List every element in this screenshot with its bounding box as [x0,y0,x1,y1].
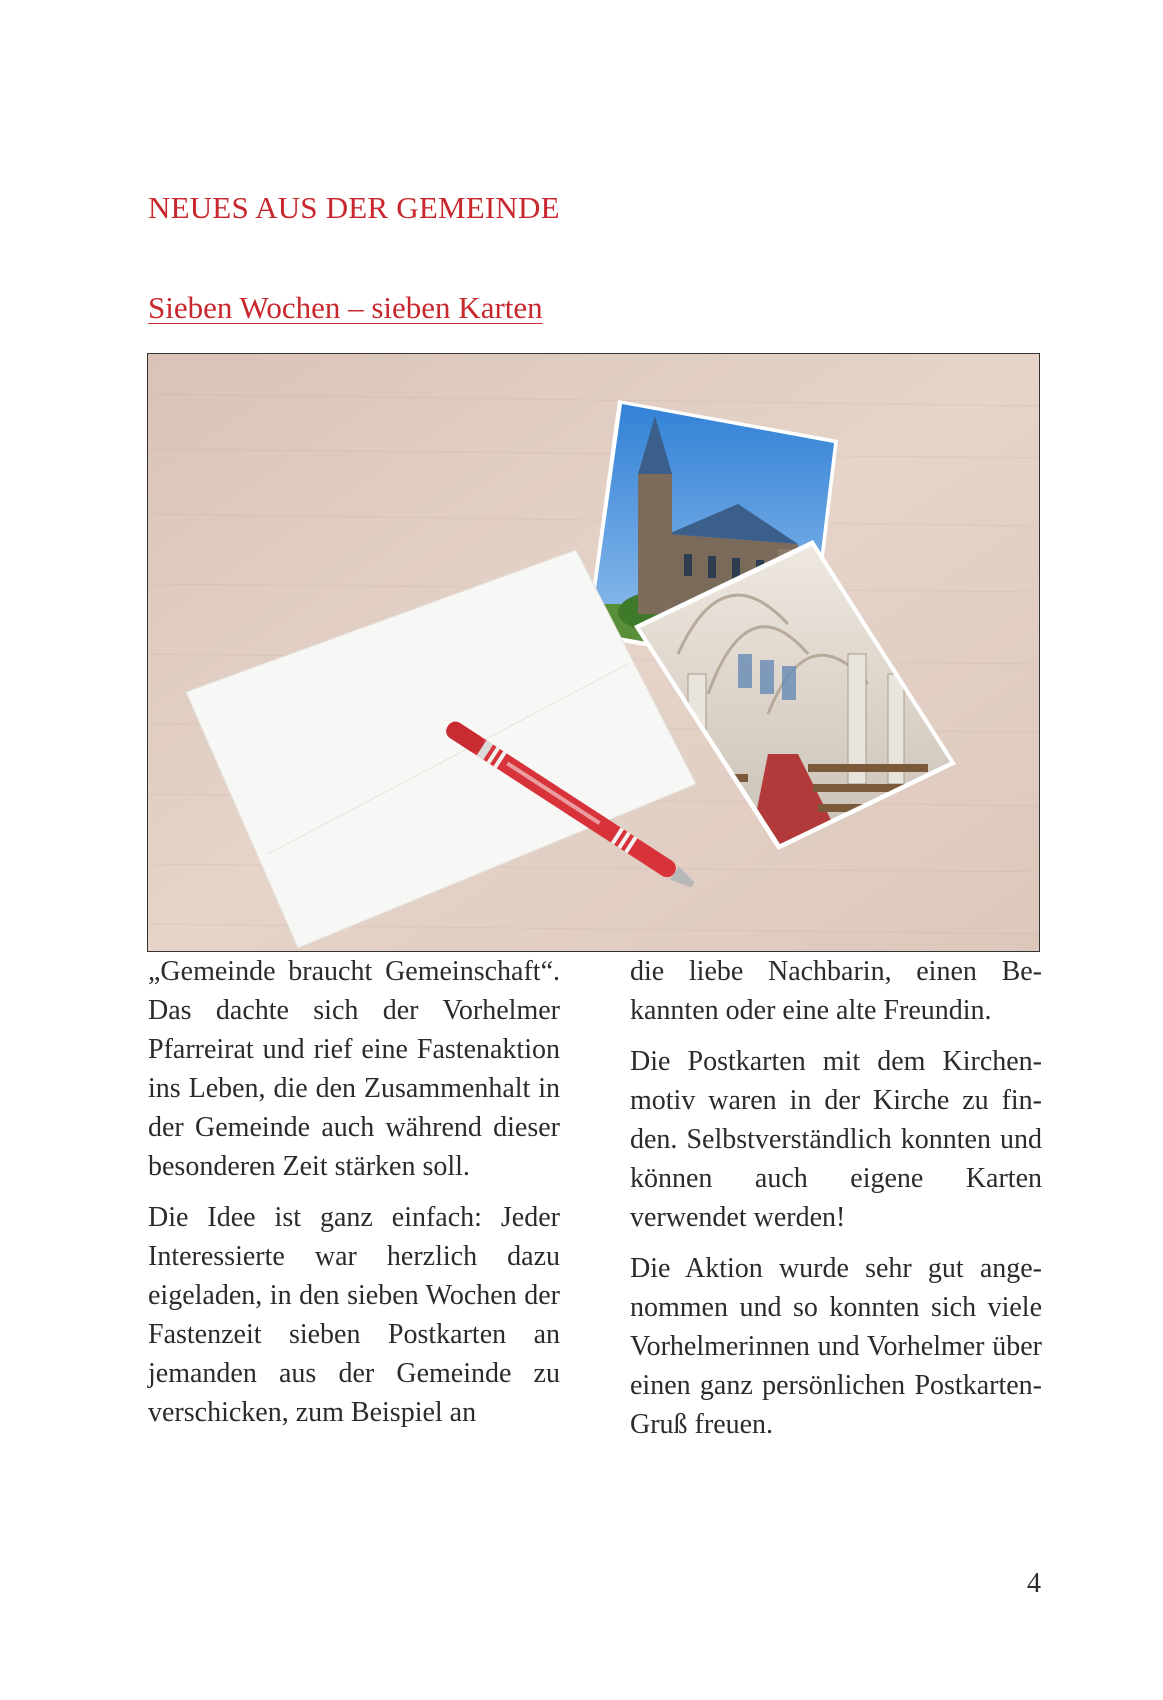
paragraph: Die Idee ist ganz einfach: Jeder Interessierte war herzlich dazu eigeladen, in den sieben Wochen der Fastenzeit sieben Postkarten an jemanden aus der Gemeinde zu verschicken, zum Beispiel an [148,1202,560,1428]
article-photo [147,353,1040,952]
paragraph: Die Aktion wurde sehr gut angenommen und so konnten sich viele Vorhelmerinnen und Vorhelmer über einen ganz persönlichen Postkarten-Gruß freuen. [630,1253,1042,1440]
article-left-column [148,952,560,1444]
paragraph: „Gemeinde braucht Gemeinschaft“. Das dachte sich der Vorhelmer Pfarreirat und rief eine Fastenaktion ins Leben, die den Zusammenhalt in der Gemeinde auch während dieser besonderen Zeit stärken soll. [148,956,560,1182]
article-right-column [630,952,1042,1456]
section-heading: NEUES AUS DER GEMEINDE [148,190,560,225]
article-title: Sieben Wochen – sieben Karten [148,290,543,325]
page-number: 4 [1027,1568,1041,1599]
paragraph: die liebe Nachbarin, einen Bekannten oder eine alte Freundin. [630,956,1042,1026]
paragraph: Die Postkarten mit dem Kirchenmotiv waren in der Kirche zu finden. Selbstverständlich konnten und können auch eigene Karten verwendet werden! [630,1046,1042,1233]
